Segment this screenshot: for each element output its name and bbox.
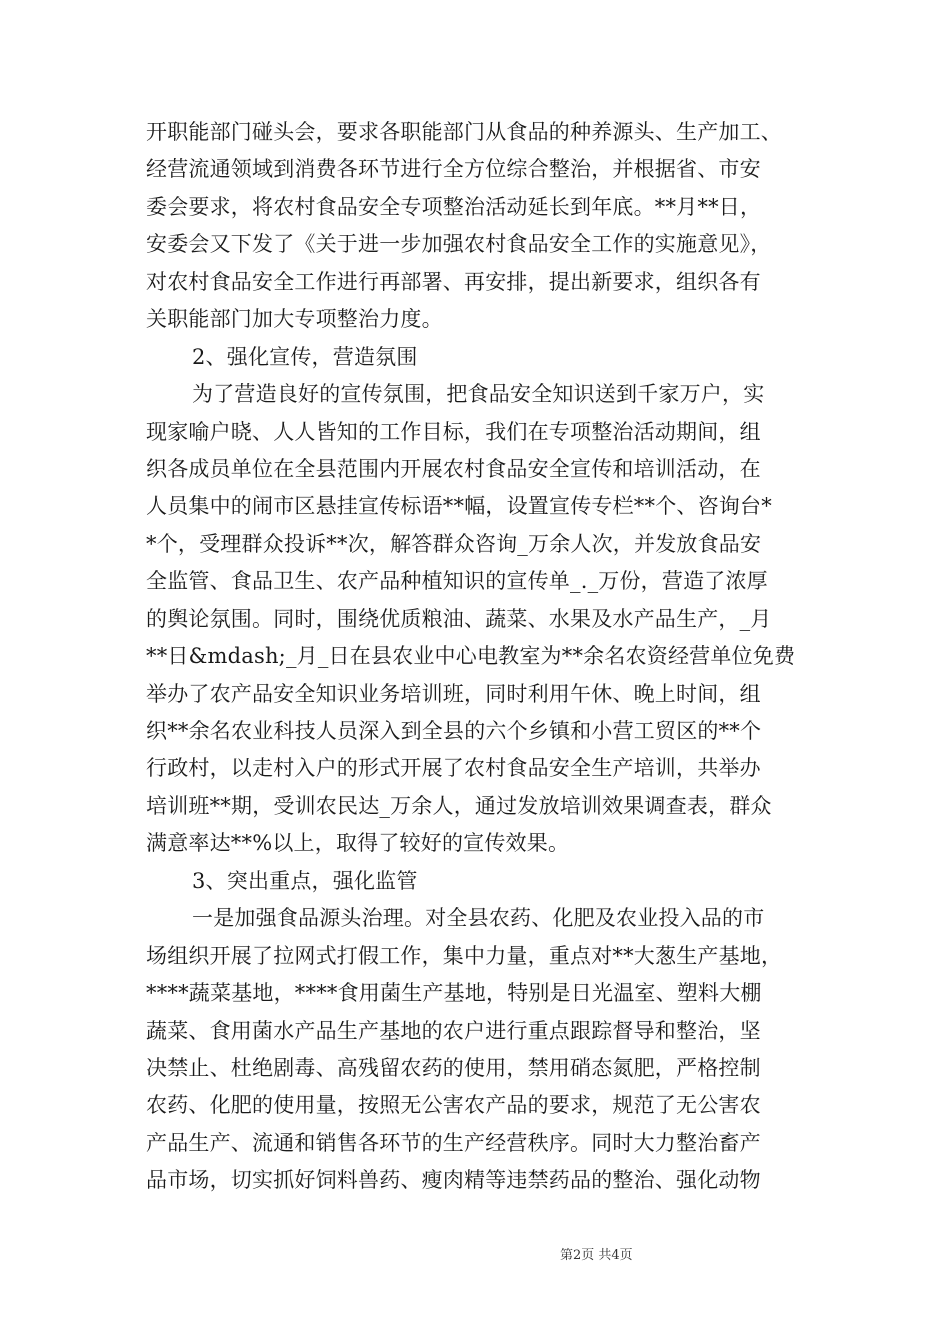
body-text [146, 114, 826, 1200]
text-line: 3、突出重点，强化监管 [192, 868, 418, 893]
text-line: 关职能部门加大专项整治力度。 [146, 307, 443, 332]
text-line: *个，受理群众投诉**次，解答群众咨询_万余人次，并发放食品安 [146, 531, 762, 556]
text-line: 经营流通领域到消费各环节进行全方位综合整治，并根据省、市安 [146, 157, 761, 182]
text-line: 农药、化肥的使用量，按照无公害农产品的要求，规范了无公害农 [146, 1093, 761, 1118]
text-line: 现家喻户晓、人人皆知的工作目标，我们在专项整治活动期间，组 [146, 419, 761, 444]
text-line: 全监管、食品卫生、农产品种植知识的宣传单_._万份，营造了浓厚 [146, 569, 768, 594]
text-line: 产品生产、流通和销售各环节的生产经营秩序。同时大力整治畜产 [146, 1130, 761, 1155]
text-line: **日&mdash;_月_日在县农业中心电教室为**余名农资经营单位免费 [146, 644, 796, 669]
text-line: 决禁止、杜绝剧毒、高残留农药的使用，禁用硝态氮肥，严格控制 [146, 1055, 761, 1080]
text-line: 蔬菜、食用菌水产品生产基地的农户进行重点跟踪督导和整治，坚 [146, 1018, 761, 1043]
text-line: ****蔬菜基地，****食用菌生产基地，特别是日光温室、塑料大棚 [146, 981, 762, 1006]
text-line: 一是加强食品源头治理。对全县农药、化肥及农业投入品的市 [192, 906, 765, 931]
text-line: 品市场，切实抓好饲料兽药、瘦肉精等违禁药品的整治、强化动物 [146, 1168, 761, 1193]
text-line: 培训班**期，受训农民达_万余人，通过发放培训效果调查表，群众 [146, 793, 772, 818]
text-line: 为了营造良好的宣传氛围，把食品安全知识送到千家万户，实 [192, 382, 765, 407]
text-line: 场组织开展了拉网式打假工作，集中力量，重点对**大葱生产基地， [146, 943, 783, 968]
text-line: 对农村食品安全工作进行再部署、再安排，提出新要求，组织各有 [146, 269, 761, 294]
text-line: 举办了农产品安全知识业务培训班，同时利用午休、晚上时间，组 [146, 681, 761, 706]
text-line: 织各成员单位在全县范围内开展农村食品安全宣传和培训活动，在 [146, 456, 761, 481]
text-line: 委会要求，将农村食品安全专项整治活动延长到年底。**月**日， [146, 194, 762, 219]
text-line: 织**余名农业科技人员深入到全县的六个乡镇和小营工贸区的**个 [146, 719, 762, 743]
text-line: 安委会又下发了《关于进一步加强农村食品安全工作的实施意见》， [146, 232, 772, 257]
text-line: 开职能部门碰头会，要求各职能部门从食品的种养源头、生产加工、 [146, 120, 782, 144]
text-line: 满意率达**%以上，取得了较好的宣传效果。 [146, 831, 570, 856]
text-line: 2、强化宣传，营造氛围 [192, 344, 418, 369]
text-line: 行政村，以走村入户的形式开展了农村食品安全生产培训，共举办 [146, 756, 761, 781]
page-number-footer: 第2页 共4页 [560, 1248, 633, 1263]
text-line: 的舆论氛围。同时，围绕优质粮油、蔬菜、水果及水产品生产，_月 [146, 606, 772, 631]
text-line: 人员集中的闹市区悬挂宣传标语**幅，设置宣传专栏**个、咨询台* [146, 494, 772, 519]
